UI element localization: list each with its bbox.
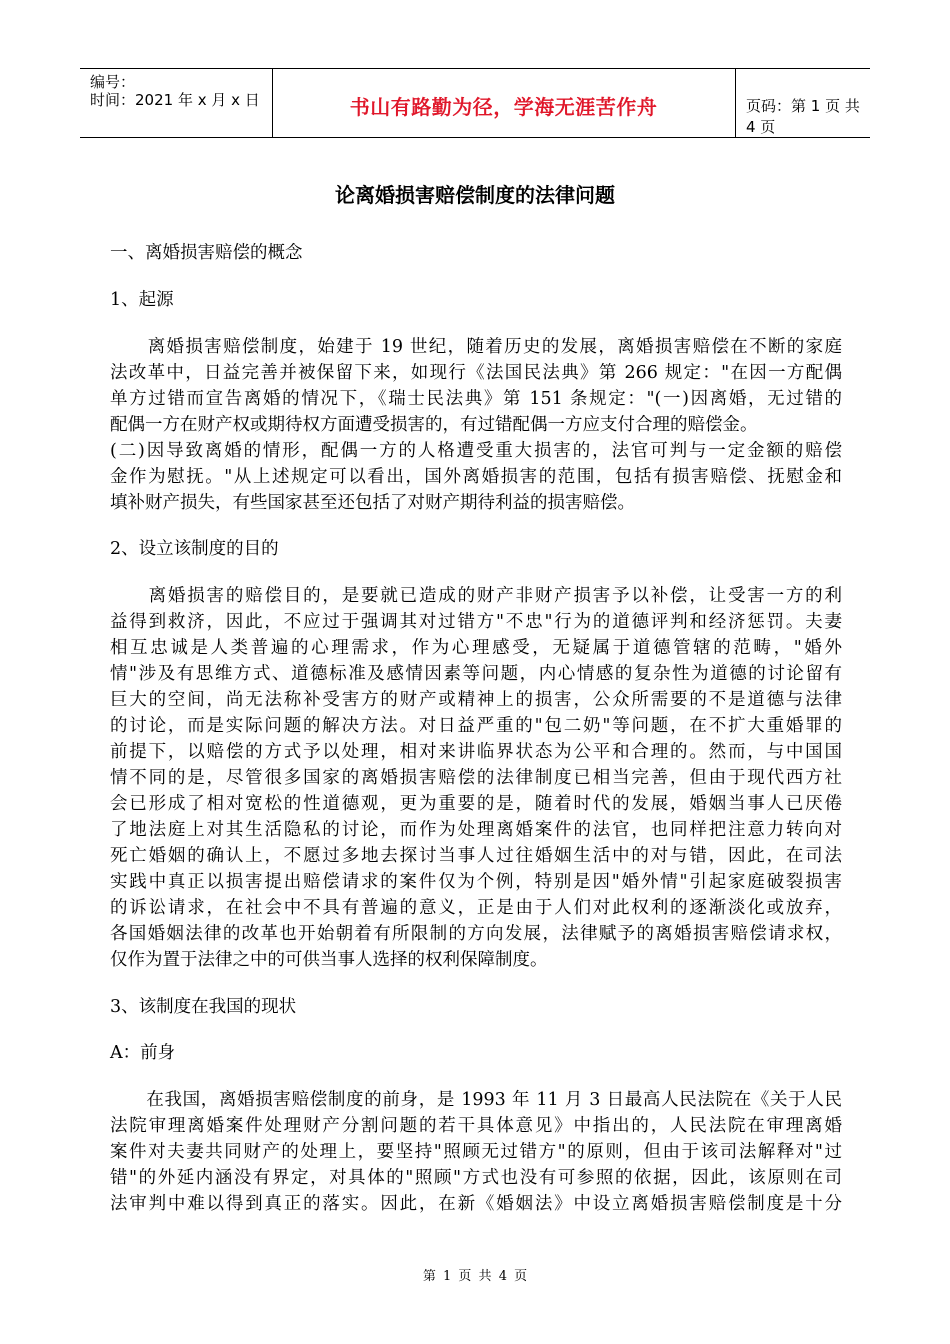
paragraph-line: 法审判中难以得到真正的落实。因此，在新《婚姻法》中设立离婚损害赔偿制度是十分 <box>110 1194 842 1214</box>
paragraph-line: 离婚损害赔偿制度，始建于 19 世纪，随着历史的发展，离婚损害赔偿在不断的家庭 <box>110 337 842 357</box>
header-page-cell <box>735 69 870 137</box>
subsection-heading: 1、起源 <box>110 290 174 310</box>
paragraph-line: 实践中真正以损害提出赔偿请求的案件仅为个例，特别是因"婚外情"引起家庭破裂损害 <box>110 872 842 892</box>
paragraph-line: 益得到救济，因此，不应过于强调其对过错方"不忠"行为的道德评判和经济惩罚。夫妻 <box>110 612 842 632</box>
paragraph-line: 的讨论，而是实际问题的解决方法。对日益严重的"包二奶"等问题，在不扩大重婚罪的 <box>110 716 842 736</box>
subsection-heading: A：前身 <box>110 1043 176 1063</box>
paragraph-line: 在我国，离婚损害赔偿制度的前身，是 1993 年 11 月 3 日最高人民法院在《关于人民 <box>110 1090 842 1110</box>
paragraph-line: 金作为慰抚。"从上述规定可以看出，国外离婚损害的范围，包括有损害赔偿、抚慰金和 <box>110 467 842 487</box>
section-heading: 一、离婚损害赔偿的概念 <box>110 243 303 263</box>
document-number-label: 编号： <box>90 73 136 91</box>
paragraph-line: 情"涉及有思维方式、道德标准及感情因素等问题，内心情感的复杂性为道德的讨论留有 <box>110 664 842 684</box>
paragraph-line: (二)因导致离婚的情形，配偶一方的人格遭受重大损害的，法官可判与一定金额的赔偿 <box>110 441 842 461</box>
paragraph-line: 死亡婚姻的确认上，不愿过多地去探讨当事人过往婚姻生活中的对与错，因此，在司法 <box>110 846 842 866</box>
paragraph-line: 的诉讼请求，在社会中不具有普遍的意义，正是由于人们对此权利的逐渐淡化或放弃， <box>110 898 842 918</box>
paragraph-line: 法院审理离婚案件处理财产分割问题的若干具体意见》中指出的，人民法院在审理离婚 <box>110 1116 842 1136</box>
paragraph-line: 错"的外延内涵没有界定，对具体的"照顾"方式也没有可参照的依据，因此，该原则在司 <box>110 1168 842 1188</box>
paragraph-line: 案件对夫妻共同财产的处理上，要坚持"照顾无过错方"的原则，但由于该司法解释对"过 <box>110 1142 842 1162</box>
paragraph-line: 了地法庭上对其生活隐私的讨论，而作为处理离婚案件的法官，也同样把注意力转向对 <box>110 820 842 840</box>
paragraph-line: 填补财产损失，有些国家甚至还包括了对财产期待利益的损害赔偿。 <box>110 493 635 513</box>
paragraph-line: 各国婚姻法律的改革也开始朝着有所限制的方向发展，法律赋予的离婚损害赔偿请求权， <box>110 924 842 944</box>
paragraph-line: 单方过错而宣告离婚的情况下，《瑞士民法典》第 151 条规定："(一)因离婚，无过错的 <box>110 389 842 409</box>
paragraph-line: 巨大的空间，尚无法称补受害方的财产或精神上的损害，公众所需要的不是道德与法律 <box>110 690 842 710</box>
page-footer: 第 1 页 共 4 页 <box>422 1269 528 1284</box>
header-meta-cell <box>80 69 273 137</box>
header-page-info: 页码：第 1 页 共 4 页 <box>746 97 860 136</box>
paragraph-line: 相互忠诚是人类普遍的心理需求，作为心理感受，无疑属于道德管辖的范畴，"婚外 <box>110 638 842 658</box>
paragraph-line: 会已形成了相对宽松的性道德观，更为重要的是，随着时代的发展，婚姻当事人已厌倦 <box>110 794 842 814</box>
subsection-heading: 2、设立该制度的目的 <box>110 539 279 559</box>
header-motto-cell <box>272 69 736 137</box>
subsection-heading: 3、该制度在我国的现状 <box>110 997 297 1017</box>
paragraph-line: 法改革中，日益完善并被保留下来，如现行《法国民法典》第 266 规定："在因一方配偶 <box>110 363 842 383</box>
page-header <box>80 68 870 138</box>
paragraph-line: 仅作为置于法律之中的可供当事人选择的权利保障制度。 <box>110 950 548 970</box>
paragraph-line: 情不同的是，尽管很多国家的离婚损害赔偿的法律制度已相当完善，但由于现代西方社 <box>110 768 842 788</box>
paragraph-line: 配偶一方在财产权或期待权方面遭受损害的，有过错配偶一方应支付合理的赔偿金。 <box>110 415 758 435</box>
document-title: 论离婚损害赔偿制度的法律问题 <box>335 183 615 207</box>
header-motto: 书山有路勤为径，学海无涯苦作舟 <box>349 95 658 119</box>
paragraph-line: 离婚损害的赔偿目的，是要就已造成的财产非财产损害予以补偿，让受害一方的利 <box>110 586 842 606</box>
document-time-label: 时间：2021 年 x 月 x 日 <box>90 91 260 109</box>
paragraph-line: 前提下，以赔偿的方式予以处理，相对来讲临界状态为公平和合理的。然而，与中国国 <box>110 742 842 762</box>
